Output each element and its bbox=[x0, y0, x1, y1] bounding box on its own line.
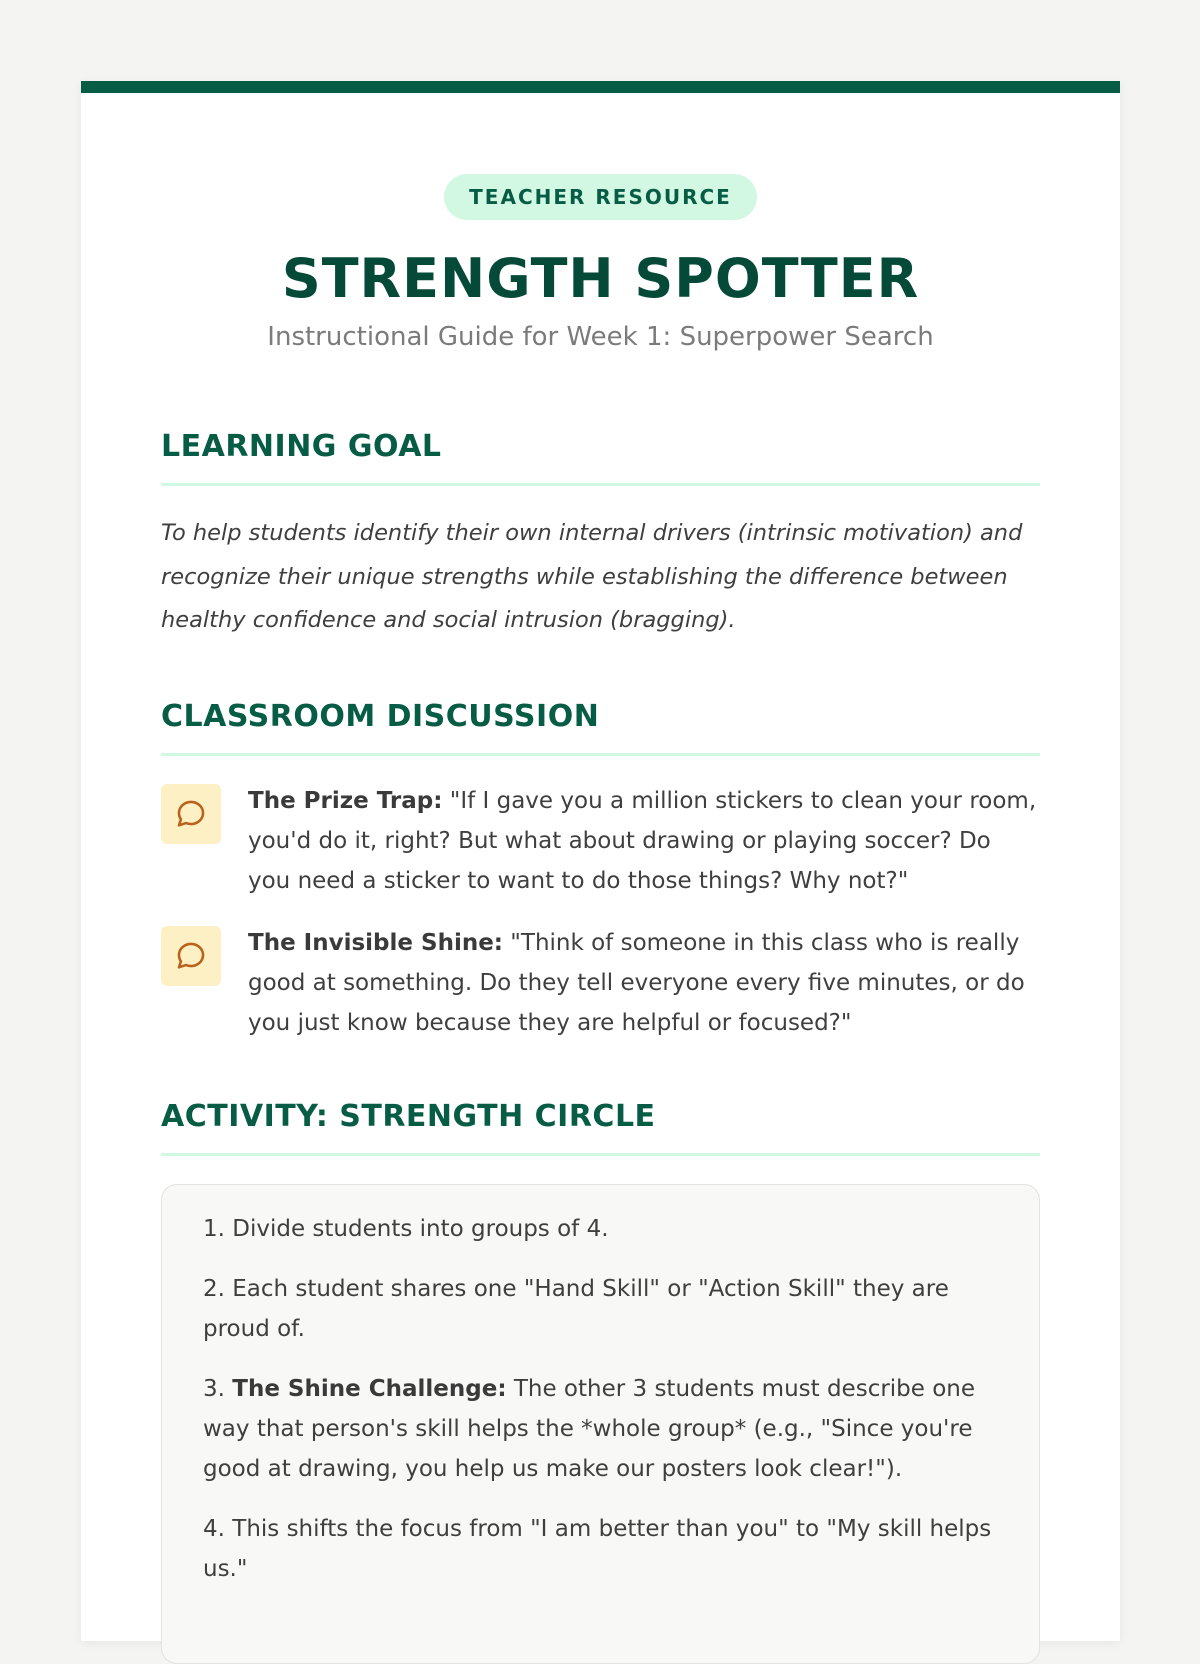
step-text: This shifts the focus from "I am better than you" to "My skill helps us." bbox=[203, 1515, 992, 1582]
step-number: 3. bbox=[203, 1375, 225, 1402]
activity-step bbox=[203, 1369, 999, 1489]
discussion-label: The Invisible Shine: bbox=[248, 929, 503, 956]
guide-content bbox=[81, 427, 1120, 1664]
discussion-item bbox=[161, 923, 1040, 1043]
activity-steps-box bbox=[161, 1184, 1040, 1664]
discussion-item bbox=[161, 781, 1040, 901]
step-text: Each student shares one "Hand Skill" or "Action Skill" they are proud of. bbox=[203, 1275, 949, 1342]
activity-heading: ACTIVITY: STRENGTH CIRCLE bbox=[161, 1097, 1040, 1156]
page-subtitle: Instructional Guide for Week 1: Superpower Search bbox=[267, 322, 934, 352]
resource-badge: TEACHER RESOURCE bbox=[444, 174, 757, 220]
guide-card bbox=[81, 81, 1120, 1641]
step-number: 1. bbox=[203, 1215, 225, 1242]
guide-header bbox=[81, 93, 1120, 354]
discussion-quote: "Think of someone in this class who is really good at something. Do they tell everyone every five minutes, or do you just know because they are helpful or focused?" bbox=[248, 929, 1025, 1036]
activity-step bbox=[203, 1269, 999, 1349]
page-title: STRENGTH SPOTTER bbox=[281, 247, 920, 310]
discussion-heading: CLASSROOM DISCUSSION bbox=[161, 697, 1040, 756]
speech-bubble-icon bbox=[161, 926, 221, 986]
discussion-label: The Prize Trap: bbox=[248, 787, 443, 814]
activity-step bbox=[203, 1509, 999, 1589]
step-text: The other 3 students must describe one way that person's skill helps the *whole group* (e.g., "Since you're good at drawing, you help us make our posters look clear!"). bbox=[203, 1375, 976, 1482]
discussion-text bbox=[248, 923, 1040, 1043]
learning-goal-heading: LEARNING GOAL bbox=[161, 427, 1040, 486]
learning-goal-text: To help students identify their own internal drivers (intrinsic motivation) and recognize their unique strengths while establishing the difference between healthy confidence and social intrusion (bragging). bbox=[161, 520, 1023, 633]
activity-step bbox=[203, 1209, 999, 1249]
step-label: The Shine Challenge: bbox=[232, 1375, 507, 1402]
speech-bubble-icon bbox=[161, 784, 221, 844]
discussion-quote: "If I gave you a million stickers to clean your room, you'd do it, right? But what about drawing or playing soccer? Do you need a sticker to want to do those things? Why not?" bbox=[248, 787, 1037, 894]
discussion-text bbox=[248, 781, 1040, 901]
step-text: Divide students into groups of 4. bbox=[224, 1215, 609, 1242]
step-number: 2. bbox=[203, 1275, 225, 1302]
step-number: 4. bbox=[203, 1515, 225, 1542]
